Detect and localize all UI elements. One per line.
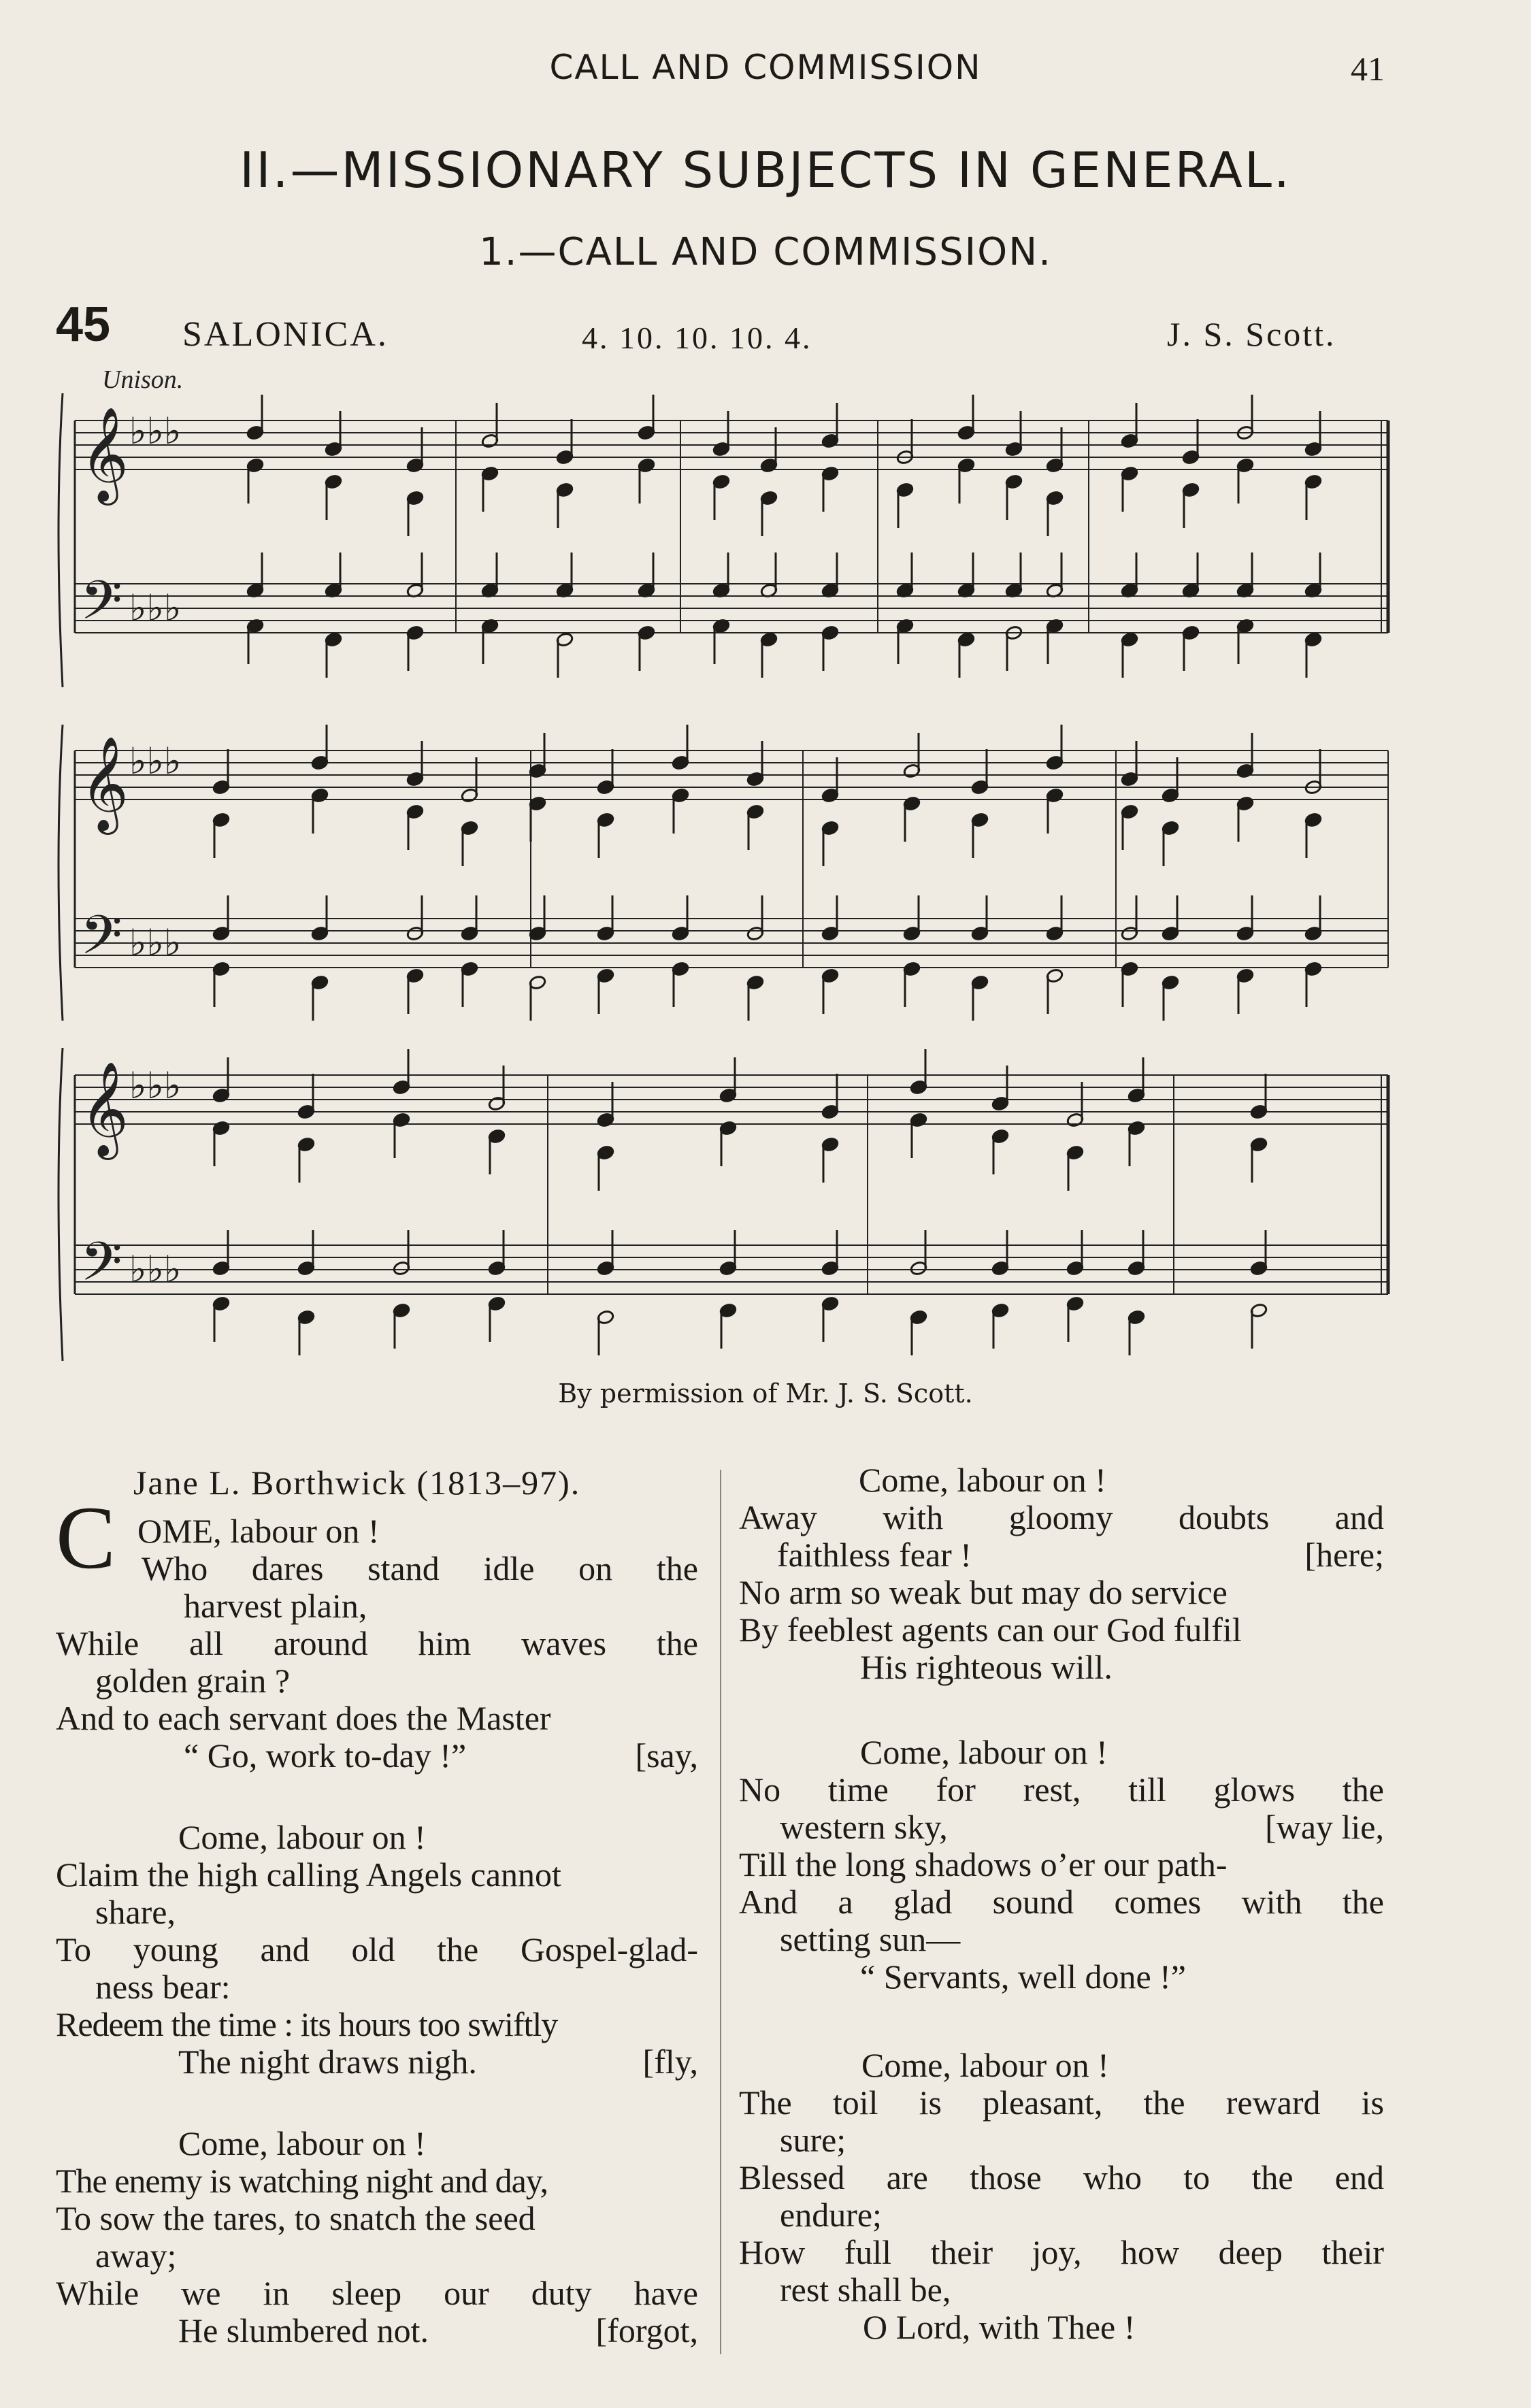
verse-line: While we in sleep our duty have [56, 2274, 698, 2312]
verse-line: [way lie, [1265, 1808, 1384, 1846]
svg-text:𝄢: 𝄢 [80, 904, 122, 980]
verse-line: He slumbered not. [178, 2311, 429, 2349]
verse-line: rest shall be, [780, 2271, 951, 2309]
running-head: CALL AND COMMISSION [549, 48, 982, 87]
verse-line: To young and old the Gospel-glad- [56, 1930, 698, 1968]
verse-line: setting sun— [780, 1920, 961, 1958]
verse-line: Who dares stand idle on the [142, 1549, 698, 1587]
verse-refrain: Come, labour on ! [859, 1461, 1106, 1499]
svg-text:𝄞: 𝄞 [80, 407, 129, 501]
unison-marking: Unison. [102, 367, 184, 394]
svg-text:♭♭♭: ♭♭♭ [129, 410, 182, 452]
system-2 [59, 725, 1388, 1021]
verse-line: And to each servant does the Master [56, 1699, 551, 1737]
verse-line: harvest plain, [184, 1587, 367, 1625]
drop-cap: C [56, 1487, 116, 1587]
hymn-number: 45 [56, 297, 111, 352]
verse-line: O Lord, with Thee ! [863, 2308, 1136, 2346]
verse-line: The toil is pleasant, the reward is [739, 2083, 1384, 2122]
verse-line: share, [95, 1893, 176, 1931]
verse-line: By feeblest agents can our God fulfil [739, 1611, 1242, 1649]
permission-note: By permission of Mr. J. S. Scott. [558, 1379, 973, 1408]
verse-line: western sky, [780, 1808, 948, 1846]
verse-refrain: Come, labour on ! [860, 1733, 1108, 1771]
verse-line: No arm so weak but may do service [739, 1573, 1228, 1611]
svg-text:𝄞: 𝄞 [80, 736, 129, 831]
verse-refrain: Come, labour on ! [178, 1818, 426, 1856]
verse-line: While all around him waves the [56, 1624, 698, 1662]
verse-line: [here; [1304, 1536, 1384, 1574]
verse-line: To sow the tares, to snatch the seed [56, 2199, 536, 2237]
svg-text:♭♭♭: ♭♭♭ [129, 740, 182, 782]
verse-line: Till the long shadows o’er our path- [739, 1845, 1228, 1883]
subsection-title: 1.—CALL AND COMMISSION. [479, 230, 1052, 274]
verse-line: Claim the high calling Angels cannot [56, 1856, 561, 1894]
tune-name: SALONICA. [182, 315, 389, 354]
verse-line: The enemy is watching night and day, [56, 2162, 548, 2200]
svg-text:♭♭♭: ♭♭♭ [129, 587, 182, 629]
author-line: Jane L. Borthwick (1813–97). [133, 1464, 581, 1502]
verse-line: Away with gloomy doubts and [739, 1498, 1384, 1536]
verse-line: “ Servants, well done !” [860, 1958, 1187, 1996]
verse-line: [say, [635, 1736, 698, 1775]
verse-line: faithless fear ! [777, 1536, 972, 1574]
verse-line: [forgot, [595, 2311, 698, 2349]
verse-line: No time for rest, till glows the [739, 1770, 1384, 1809]
verse-line: OME, labour on ! [137, 1512, 380, 1550]
verse-line: endure; [780, 2196, 882, 2234]
verse-line: golden grain ? [95, 1662, 291, 1700]
page-number: 41 [1351, 50, 1385, 88]
verse-line: Redeem the time : its hours too swiftly [56, 2005, 558, 2043]
verse-refrain: Come, labour on ! [178, 2124, 426, 2162]
verse-line: ness bear: [95, 1968, 231, 2006]
verse-refrain: Come, labour on ! [861, 2046, 1109, 2084]
verse-line: away; [95, 2237, 177, 2275]
verse-line: “ Go, work to-day !” [184, 1736, 467, 1775]
meter: 4. 10. 10. 10. 4. [582, 320, 812, 355]
verse-line: And a glad sound comes with the [739, 1883, 1384, 1921]
verse-line: How full their joy, how deep their [739, 2233, 1384, 2271]
verse-line: [fly, [642, 2043, 698, 2081]
section-title: II.—MISSIONARY SUBJECTS IN GENERAL. [240, 142, 1291, 199]
svg-text:𝄢: 𝄢 [80, 569, 122, 645]
svg-text:𝄞: 𝄞 [80, 1061, 129, 1156]
verse-line: sure; [780, 2121, 846, 2159]
verse-line: The night draws nigh. [178, 2043, 477, 2081]
svg-text:♭♭♭: ♭♭♭ [129, 921, 182, 964]
music-score [48, 367, 1415, 1374]
verse-line: Blessed are those who to the end [739, 2158, 1384, 2196]
svg-text:𝄢: 𝄢 [80, 1230, 122, 1306]
svg-text:♭♭♭: ♭♭♭ [129, 1064, 182, 1107]
column-divider [720, 1470, 721, 2354]
composer: J. S. Scott. [1167, 315, 1336, 353]
verse-line: His righteous will. [860, 1648, 1113, 1686]
svg-text:♭♭♭: ♭♭♭ [129, 1248, 182, 1291]
